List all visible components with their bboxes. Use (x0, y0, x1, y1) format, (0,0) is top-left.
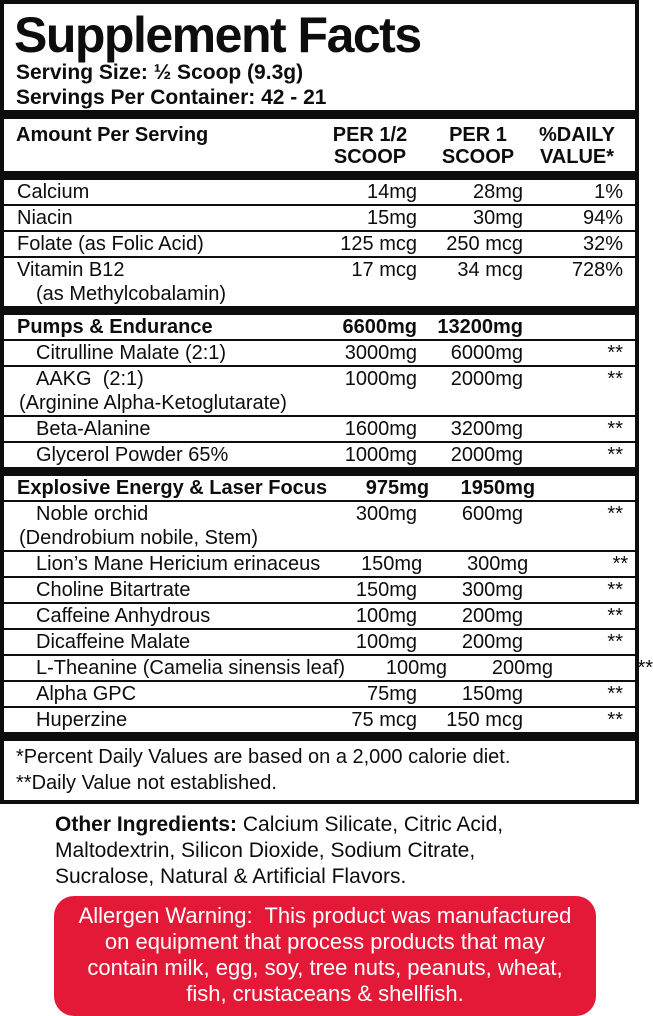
header-per-one-scoop-line2: SCOOP (441, 146, 515, 168)
table-row (4, 654, 653, 680)
blend-name: Explosive Energy & Laser Focus (17, 477, 328, 499)
daily-value: ** (607, 579, 623, 601)
amount-per-half-scoop: 300mg (355, 503, 417, 525)
daily-value: 32% (582, 233, 623, 255)
header-per-half-scoop-line2: SCOOP (333, 146, 407, 168)
ingredient-name: Lion’s Mane Hericium erinaceus (36, 553, 321, 575)
blend-name: Pumps & Endurance (17, 316, 213, 338)
table-row (4, 628, 635, 654)
amount-per-scoop: 150 mcg (446, 709, 523, 731)
ingredient-subname: (Dendrobium nobile, Stem) (19, 527, 258, 549)
amount-per-half-scoop: 100mg (355, 631, 417, 653)
amount-per-scoop: 250 mcg (446, 233, 523, 255)
amount-per-scoop: 200mg (461, 631, 523, 653)
footnote-not-established: **Daily Value not established. (16, 772, 277, 794)
table-row (4, 706, 635, 732)
daily-value (531, 315, 623, 339)
footnotes (4, 741, 635, 800)
allergen-warning-line2: on equipment that process products that may (104, 929, 546, 954)
ingredient-name: Huperzine (36, 709, 128, 731)
amount-per-scoop: 600mg (461, 503, 523, 525)
daily-value: ** (607, 709, 623, 731)
amount-per-scoop: 28mg (472, 181, 523, 203)
ingredient-name: Caffeine Anhydrous (36, 605, 211, 627)
daily-value: ** (607, 444, 623, 466)
ingredient-name: Citrulline Malate (2:1) (36, 342, 227, 364)
ingredient-name: Glycerol Powder 65% (36, 444, 229, 466)
daily-value: ** (607, 368, 623, 390)
daily-value: ** (607, 683, 623, 705)
ingredient-name: Choline Bitartrate (36, 579, 191, 601)
daily-value (543, 476, 635, 500)
ingredient-name: Vitamin B12 (17, 259, 125, 281)
daily-value: ** (607, 631, 623, 653)
amount-per-half-scoop: 6600mg (342, 316, 417, 338)
ingredient-name: Dicaffeine Malate (36, 631, 191, 653)
amount-per-half-scoop: 15mg (366, 207, 417, 229)
amount-per-half-scoop: 17 mcg (351, 259, 417, 281)
section-vitamins (4, 180, 635, 306)
daily-value: ** (607, 342, 623, 364)
ingredient-subname: (Arginine Alpha-Ketoglutarate) (19, 392, 287, 414)
daily-value: ** (607, 418, 623, 440)
other-ingredients-line2: Maltodextrin, Silicon Dioxide, Sodium Citrate, (55, 839, 476, 862)
table-row (4, 576, 635, 602)
amount-per-half-scoop: 1600mg (344, 418, 417, 440)
amount-per-half-scoop: 75mg (366, 683, 417, 705)
section-header-row (4, 476, 635, 500)
ingredient-name: Calcium (17, 181, 90, 203)
amount-per-scoop: 34 mcg (457, 259, 523, 281)
amount-per-scoop: 200mg (491, 657, 554, 679)
amount-per-half-scoop: 3000mg (344, 342, 417, 364)
table-row (4, 500, 635, 550)
allergen-warning-line1: Allergen Warning: This product was manufactured (78, 903, 572, 928)
amount-per-half-scoop: 1000mg (344, 444, 417, 466)
ingredient-name: Noble orchid (36, 503, 149, 525)
section-energy-focus (4, 476, 653, 732)
section-header-row (4, 315, 635, 339)
amount-per-scoop: 150mg (461, 683, 523, 705)
other-ingredients-text (55, 812, 629, 890)
amount-per-half-scoop: 975mg (365, 477, 430, 499)
amount-per-scoop: 3200mg (450, 418, 523, 440)
amount-per-scoop: 300mg (461, 579, 523, 601)
header-per-one-scoop-line1: PER 1 (449, 124, 507, 146)
allergen-warning-line3: contain milk, egg, soy, tree nuts, peanuts, wheat, (87, 955, 563, 980)
amount-per-scoop: 13200mg (437, 316, 523, 338)
section-pumps-endurance (4, 315, 635, 467)
amount-per-half-scoop: 75 mcg (351, 709, 417, 731)
amount-per-half-scoop: 14mg (366, 181, 417, 203)
daily-value: 94% (582, 207, 623, 229)
daily-value: ** (607, 503, 623, 525)
amount-per-scoop: 1950mg (460, 477, 536, 499)
table-row (4, 602, 635, 628)
thick-divider-header (4, 171, 635, 180)
table-row (4, 204, 635, 230)
amount-per-half-scoop: 150mg (361, 553, 423, 575)
table-header-row (4, 119, 635, 171)
thick-divider-bottom (4, 732, 635, 741)
allergen-warning-box (54, 896, 596, 1016)
table-row (4, 180, 635, 204)
amount-per-scoop: 300mg (467, 553, 529, 575)
thick-divider-top (4, 110, 635, 119)
header-per-one-scoop (425, 124, 531, 168)
header-per-half-scoop-line1: PER 1/2 (332, 124, 408, 146)
amount-per-half-scoop: 150mg (355, 579, 417, 601)
ingredient-name: Alpha GPC (36, 683, 137, 705)
footnote-daily-values: *Percent Daily Values are based on a 2,000 calorie diet. (16, 746, 511, 768)
daily-value: 728% (571, 259, 623, 281)
thick-divider-pumps (4, 467, 635, 476)
ingredient-name: Folate (as Folic Acid) (17, 233, 204, 255)
table-row (4, 441, 635, 467)
other-ingredients-line1: Calcium Silicate, Citric Acid, (237, 813, 504, 836)
daily-value: ** (607, 605, 623, 627)
amount-per-scoop: 2000mg (450, 444, 523, 466)
table-row (4, 680, 635, 706)
ingredient-name: AAKG (2:1) (36, 368, 144, 390)
daily-value: ** (612, 553, 629, 575)
ingredient-name: Beta-Alanine (36, 418, 151, 440)
ingredient-subname: (as Methylcobalamin) (36, 283, 227, 305)
panel-title: Supplement Facts (14, 7, 421, 63)
amount-per-half-scoop: 100mg (355, 605, 417, 627)
serving-size-text: Serving Size: ½ Scoop (9.3g) (16, 61, 304, 84)
table-row (4, 415, 635, 441)
daily-value: ** (637, 657, 653, 679)
allergen-warning-line4: fish, crustaceans & shellfish. (186, 981, 464, 1006)
header-daily-value-line2: VALUE* (539, 146, 615, 168)
amount-per-scoop: 2000mg (450, 368, 523, 390)
servings-per-container-text: Servings Per Container: 42 - 21 (16, 86, 327, 109)
amount-per-half-scoop: 125 mcg (340, 233, 417, 255)
amount-per-scoop: 6000mg (450, 342, 523, 364)
table-row (4, 550, 635, 576)
table-row (4, 230, 635, 256)
header-amount-per-serving: Amount Per Serving (16, 124, 209, 146)
amount-per-scoop: 200mg (461, 605, 523, 627)
amount-per-half-scoop: 100mg (385, 657, 448, 679)
daily-value: 1% (594, 181, 623, 203)
table-row (4, 256, 635, 306)
header-per-half-scoop (315, 124, 425, 168)
table-row (4, 339, 635, 365)
table-row (4, 365, 635, 415)
header-daily-value (531, 124, 623, 168)
amount-per-half-scoop: 1000mg (344, 368, 417, 390)
ingredient-name: L-Theanine (Camelia sinensis leaf) (36, 657, 346, 679)
ingredient-name: Niacin (17, 207, 73, 229)
thick-divider-vitamins (4, 306, 635, 315)
amount-per-scoop: 30mg (472, 207, 523, 229)
other-ingredients-line3: Sucralose, Natural & Artificial Flavors. (55, 865, 407, 888)
other-ingredients-label: Other Ingredients: (55, 813, 238, 836)
header-daily-value-line1: %DAILY (539, 124, 615, 146)
